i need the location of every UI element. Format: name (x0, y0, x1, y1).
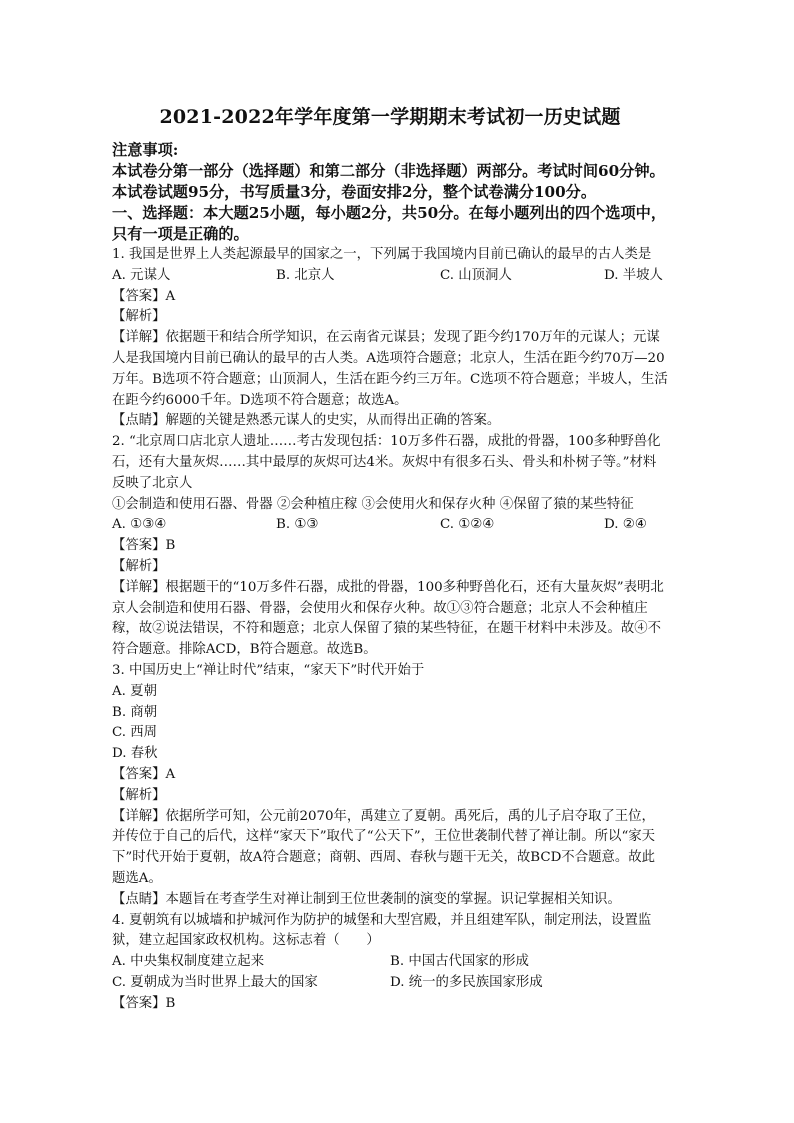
question-1 (112, 245, 668, 432)
page-title: 2021-2022年学年度第一学期期末考试初一历史试题 (159, 106, 621, 128)
options-row (112, 973, 668, 994)
option-a: A. 元谋人 (112, 267, 171, 283)
option-a: A. 夏朝 (112, 683, 157, 699)
detail: 【详解】依据所学可知，公元前2070年，禹建立了夏朝。禹死后，禹的儿子启夺取了王位，并传位于自己的后代，这样“家天下”取代了“公天下”，王位世袭制代替了禅让制。所以“家天下”时代开始于夏朝，故A符合题意；商朝、西周、春秋与题干无关，故BCD不合题意。故此题选A。 (112, 808, 656, 886)
tip: 【点睛】本题旨在考查学生对禅让制到王位世袭制的演变的掌握。识记掌握相关知识。 (112, 891, 621, 907)
analysis-label: 【解析】 (112, 309, 166, 325)
question-stem: 4. 夏朝筑有以城墙和护城河作为防护的城堡和大型宫殿，并且组建军队，制定刑法，设置监狱，建立起国家政权机构。这标志着（ ） (112, 912, 652, 949)
tip: 【点睛】解题的关键是熟悉元谋人的史实，从而得出正确的答案。 (112, 413, 501, 429)
question-stem: 2. “北京周口店北京人遗址……考古发现包括：10万多件石器，成批的骨器，100多种野兽化石，还有大量灰烬……其中最厚的灰烬可达4米。灰烬中有很多石头、骨头和朴树子等。”材料反映了北京人 (112, 434, 661, 491)
option-a: A. 中央集权制度建立起来 (112, 954, 265, 970)
question-stem: 1. 我国是世界上人类起源最早的国家之一，下列属于我国境内目前已确认的最早的古人类是 (112, 247, 652, 262)
answer: 【答案】B (112, 995, 176, 1011)
option-b: B. 北京人 (276, 267, 335, 283)
analysis-label: 【解析】 (112, 787, 166, 803)
option-b: B. ①③ (276, 517, 319, 533)
options-row (112, 952, 668, 973)
option-c: C. ①②④ (440, 517, 495, 533)
analysis-label: 【解析】 (112, 558, 166, 574)
notice-heading: 注意事项: (112, 141, 179, 159)
option-d: D. 春秋 (112, 746, 158, 762)
notice-line-2: 本试卷试题95分，书写质量3分，卷面安排2分，整个试卷满分100分。 (112, 183, 597, 201)
option-b: B. 中国古代国家的形成 (390, 954, 529, 970)
options-row (112, 515, 668, 536)
options-row (112, 266, 668, 287)
question-stem: 3. 中国历史上“禅让时代”结束，“家天下”时代开始于 (112, 662, 425, 678)
statements: ①会制造和使用石器、骨器 ②会种植庄稼 ③会使用火和保存火种 ④保留了猿的某些特征 (112, 496, 634, 512)
option-c: C. 山顶洞人 (440, 267, 512, 283)
question-2 (112, 432, 668, 661)
option-d: D. 统一的多民族国家形成 (390, 974, 543, 990)
option-b: B. 商朝 (112, 704, 158, 720)
detail: 【详解】依据题干和结合所学知识，在云南省元谋县；发现了距今约170万年的元谋人；元谋人是我国境内目前已确认的最早的古人类。A选项符合题意；北京人，生活在距今约70万—20万年。B选项不符合题意；山顶洞人，生活在距今约三万年。C选项不符合题意；半坡人，生活在距今约6000千年。D选项不符合题意；故选A。 (112, 330, 668, 408)
exam-page (112, 104, 668, 1014)
section-heading: 一、选择题：本大题25小题，每小题2分，共50分。在每小题列出的四个选项中，只有一项是正确的。 (112, 204, 667, 243)
option-c: C. 夏朝成为当时世界上最大的国家 (112, 974, 318, 990)
answer: 【答案】A (112, 766, 176, 782)
notice-line-1: 本试卷分第一部分（选择题）和第二部分（非选择题）两部分。考试时间60分钟。 (112, 162, 665, 180)
option-a: A. ①③④ (112, 517, 167, 533)
option-d: D. 半坡人 (604, 267, 663, 283)
option-c: C. 西周 (112, 725, 158, 741)
answer: 【答案】B (112, 538, 176, 554)
detail: 【详解】根据题干的“10万多件石器，成批的骨器，100多种野兽化石，还有大量灰烬”表明北京人会制造和使用石器、骨器，会使用火和保存火种。故①③符合题意；北京人不会种植庄稼，故②说法错误，不符和题意；北京人保留了猿的某些特征，在题干材料中未涉及。故④不符合题意。排除ACD，B符合题意。故选B。 (112, 579, 664, 658)
question-4 (112, 911, 668, 1015)
option-d: D. ②④ (604, 517, 647, 533)
question-3 (112, 661, 668, 911)
answer: 【答案】A (112, 288, 176, 304)
